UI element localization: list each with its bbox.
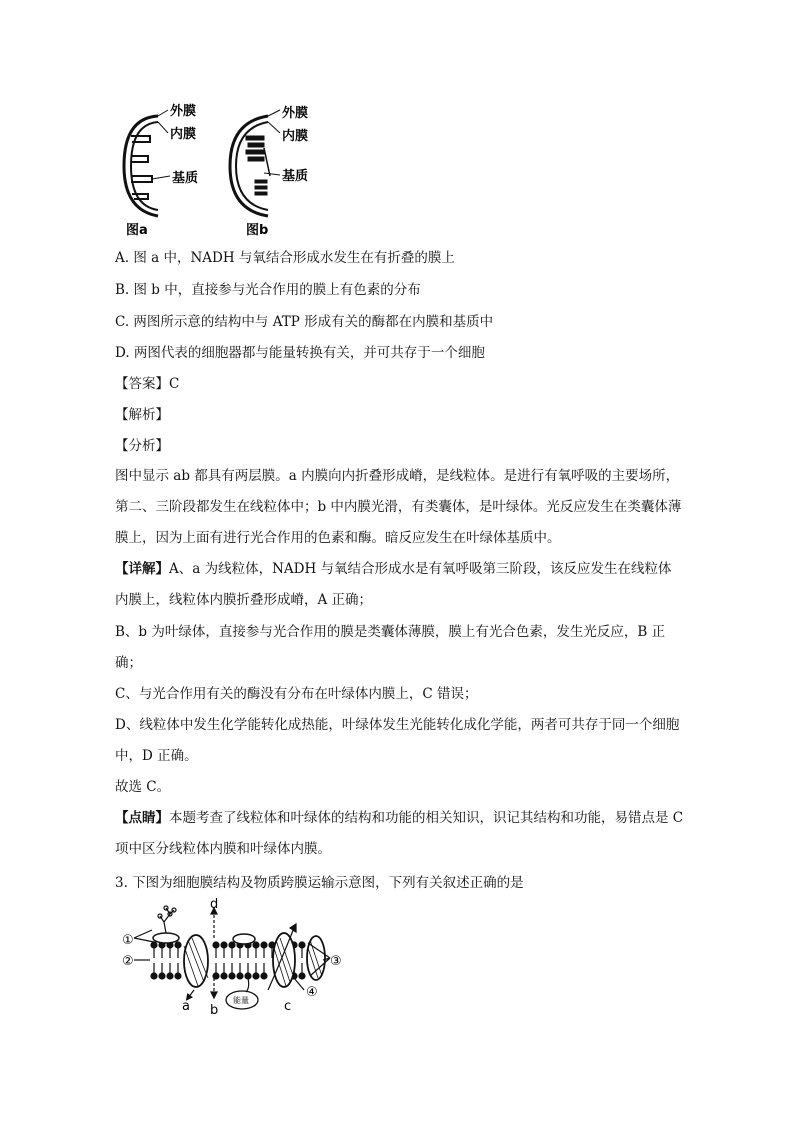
option-b: B. 图 b 中，直接参与光合作用的膜上有色素的分布 [115,282,421,298]
choice-line: 故选 C。 [115,779,171,795]
figure-b-caption: 图b [246,223,269,238]
label-d: d [210,898,219,912]
detail-a-text: A、a 为线粒体，NADH 与氧结合形成水是有氧呼吸第三阶段，该反应发生在线粒体内膜上，线粒体内膜折叠形成嵴，A 正确； [115,561,672,608]
question-3-stem: 3. 下图为细胞膜结构及物质跨膜运输示意图，下列有关叙述正确的是 [115,875,524,891]
detail-c-paragraph: C、与光合作用有关的酶没有分布在叶绿体内膜上，C 错误； [115,686,478,702]
comment-text: 本题考查了线粒体和叶绿体的结构和功能的相关知识，识记其结构和功能，易错点是 C 项中区分线粒体内膜和叶绿体内膜。 [115,810,684,857]
answer-line: 【答案】C [115,376,180,392]
figure-a-caption: 图a [126,223,148,238]
chloroplast-diagram [230,110,280,216]
detail-heading: 【详解】 [115,561,169,577]
label-a: a [182,999,190,1014]
label-3: ③ [330,954,342,969]
option-a: A. 图 a 中，NADH 与氧结合形成水发生在有折叠的膜上 [115,250,455,266]
comment-heading: 【点睛】 [115,810,169,826]
detail-b-paragraph: B、b 为叶绿体，直接参与光合作用的膜是类囊体薄膜，膜上有光合色素，发生光反应，B 正确； [115,624,666,671]
mito-outer-label: 外膜 [170,104,197,119]
mitochondrion-diagram [124,110,170,216]
analysis-paragraph: 图中显示 ab 都具有两层膜。a 内膜向内折叠形成嵴，是线粒体。是进行有氧呼吸的主要场所，第二、三阶段都发生在线粒体中；b 中内膜光滑，有类囊体，是叶绿体。光反应发生在类囊体薄膜上，因为上面有进行光合作用的色素和酶。暗反应发生在叶绿体基质中。 [115,468,682,546]
analysis-heading: 【分析】 [115,438,169,454]
label-1: ① [122,933,134,948]
chloro-matrix-label: 基质 [282,169,309,184]
detail-a-paragraph [115,554,685,616]
label-4: ④ [306,985,318,1000]
option-d: D. 两图代表的细胞器都与能量转换有关，并可共存于一个细胞 [115,345,485,361]
chloro-outer-label: 外膜 [282,106,309,121]
chloro-inner-label: 内膜 [282,129,309,144]
detail-d-paragraph: D、线粒体中发生化学能转化成热能，叶绿体发生光能转化成化学能，两者可共存于同一个细胞中，D 正确。 [115,717,680,764]
mito-matrix-label: 基质 [172,171,199,186]
vesicle-label: 能量 [233,996,249,1005]
membrane-transport-figure [118,898,348,1023]
label-b: b [210,1003,219,1018]
label-2: ② [122,954,134,969]
comment-paragraph [115,803,685,865]
explanation-heading: 【解析】 [115,407,169,423]
option-c: C. 两图所示意的结构中与 ATP 形成有关的酶都在内膜和基质中 [115,314,494,330]
label-c: c [284,999,292,1014]
organelle-figure [118,98,338,238]
mito-inner-label: 内膜 [170,127,197,142]
